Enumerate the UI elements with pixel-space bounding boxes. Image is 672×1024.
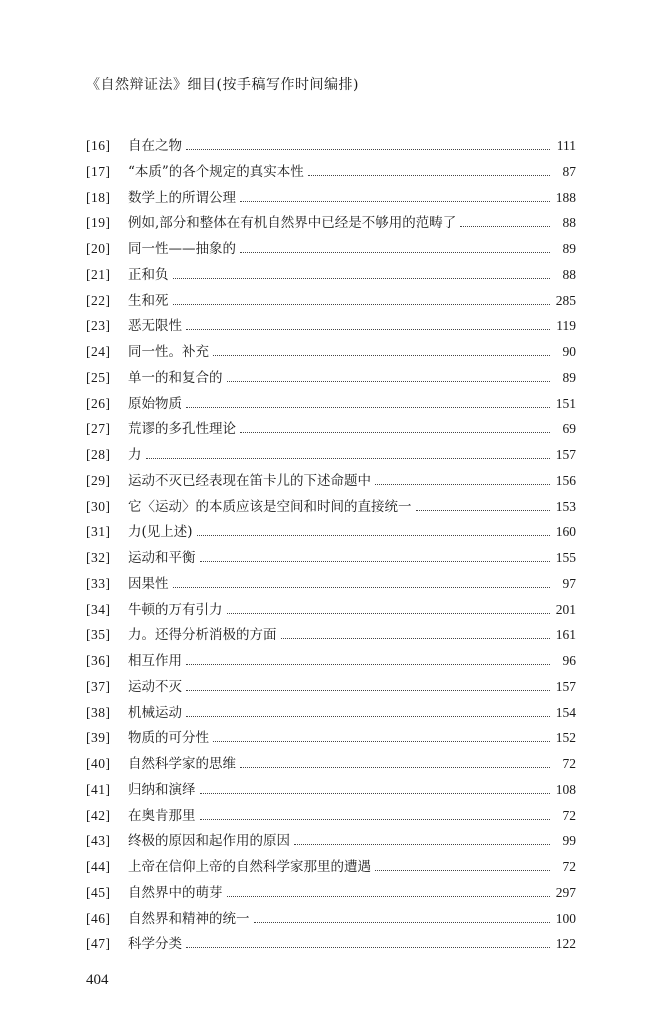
toc-leader-dots	[240, 200, 550, 202]
toc-entry-title: 自然科学家的思维	[128, 756, 236, 772]
toc-entry-title: 相互作用	[128, 653, 182, 669]
toc-entry	[86, 340, 576, 366]
toc-entry-page: 111	[556, 138, 576, 153]
toc-entry-title: 生和死	[128, 292, 169, 309]
toc-leader-dots	[186, 715, 550, 717]
toc-entry-number: [18]	[86, 189, 111, 205]
toc-leader-dots	[254, 921, 551, 923]
toc-entry-number: [44]	[86, 859, 111, 874]
toc-entry-page: 90	[562, 344, 576, 359]
toc-leader-dots	[460, 225, 550, 227]
toc-entry-number: [39]	[86, 730, 111, 746]
toc-entry	[86, 829, 576, 855]
toc-entry	[86, 134, 576, 160]
toc-entry-title: 恶无限性	[128, 318, 182, 335]
toc-entry	[86, 263, 576, 289]
toc-entry-number: [17]	[86, 163, 111, 179]
toc-leader-dots	[375, 483, 550, 485]
toc-leader-dots	[200, 792, 551, 794]
toc-entry-title: 科学分类	[128, 936, 182, 953]
toc-entry-title: 同一性——抽象的	[128, 241, 236, 257]
toc-entry	[86, 778, 576, 804]
toc-entry-title: 运动不灭已经表现在笛卡儿的下述命题中	[128, 472, 371, 489]
toc-leader-dots	[281, 637, 551, 639]
toc-entry-number: [43]	[86, 833, 111, 849]
toc-entry	[86, 237, 576, 263]
toc-entry-title: 荒谬的多孔性理论	[128, 421, 236, 438]
toc-entry-page: 161	[555, 627, 576, 643]
toc-leader-dots	[186, 663, 550, 665]
toc-leader-dots	[173, 303, 551, 305]
toc-entry-title: 例如,部分和整体在有机自然界中已经是不够用的范畴了	[128, 215, 457, 232]
toc-entry	[86, 881, 576, 907]
toc-leader-dots	[308, 174, 550, 176]
toc-entry-title: 单一的和复合的	[128, 369, 223, 386]
toc-entry	[86, 392, 576, 418]
toc-entry-title: 在奥肯那里	[128, 807, 196, 824]
toc-leader-dots	[200, 818, 551, 820]
toc-entry-page: 155	[555, 550, 576, 565]
toc-entry	[86, 417, 576, 443]
toc-entry-page: 285	[555, 292, 576, 308]
toc-entry-page: 72	[562, 756, 576, 771]
toc-entry-number: [20]	[86, 241, 111, 256]
toc-entry-page: 157	[555, 678, 576, 694]
toc-entry-title: 原始物质	[128, 395, 182, 412]
toc-entry-number: [37]	[86, 678, 111, 694]
toc-entry-page: 152	[555, 730, 576, 746]
toc-entry-page: 88	[562, 215, 576, 231]
toc-entry-title: 同一性。补充	[128, 344, 209, 360]
toc-entry-page: 160	[555, 524, 576, 540]
toc-entry-number: [29]	[86, 472, 111, 488]
toc-entry	[86, 932, 576, 958]
toc-leader-dots	[240, 251, 550, 253]
toc-entry-title: 力(见上述)	[128, 524, 193, 541]
toc-leader-dots	[240, 766, 550, 768]
toc-entry	[86, 623, 576, 649]
toc-entry	[86, 186, 576, 212]
toc-entry-number: [23]	[86, 318, 111, 334]
toc-entry-title: 正和负	[128, 266, 169, 283]
toc-entry-number: [41]	[86, 781, 111, 797]
toc-leader-dots	[146, 457, 551, 459]
toc-leader-dots	[186, 946, 550, 948]
toc-entry-title: 物质的可分性	[128, 730, 209, 747]
toc-leader-dots	[186, 148, 550, 150]
toc-entry	[86, 675, 576, 701]
toc-entry-page: 122	[555, 936, 576, 952]
toc-entry	[86, 804, 576, 830]
toc-entry-page: 89	[562, 369, 576, 385]
toc-entry-title: 因果性	[128, 575, 169, 592]
toc-entry-number: [40]	[86, 756, 111, 771]
toc-entry	[86, 314, 576, 340]
toc-entry-page: 72	[562, 807, 576, 823]
toc-entry-title: 数学上的所谓公理	[128, 189, 236, 206]
toc-entry	[86, 598, 576, 624]
toc-entry-page: 100	[555, 910, 576, 926]
toc-entry-title: 机械运动	[128, 704, 182, 721]
toc-entry	[86, 289, 576, 315]
toc-entry-number: [26]	[86, 395, 111, 411]
toc-entry	[86, 495, 576, 521]
toc-entry	[86, 469, 576, 495]
toc-entry-number: [35]	[86, 627, 111, 643]
page-number: 404	[86, 972, 109, 988]
toc-entry-number: [32]	[86, 550, 111, 565]
toc-leader-dots	[227, 895, 551, 897]
toc-leader-dots	[173, 277, 551, 279]
toc-entry-number: [21]	[86, 266, 111, 282]
toc-entry-number: [47]	[86, 936, 111, 952]
toc-leader-dots	[173, 586, 551, 588]
toc-leader-dots	[200, 560, 551, 562]
toc-entry	[86, 160, 576, 186]
running-header: 《自然辩证法》细目(按手稿写作时间编排)	[86, 77, 359, 93]
table-of-contents	[86, 134, 576, 958]
toc-entry	[86, 907, 576, 933]
toc-entry-page: 154	[555, 704, 576, 720]
toc-entry-number: [36]	[86, 653, 111, 668]
toc-entry-page: 97	[562, 575, 576, 591]
toc-entry	[86, 855, 576, 881]
toc-entry-title: 运动不灭	[128, 678, 182, 695]
toc-entry	[86, 520, 576, 546]
toc-entry-title: 终极的原因和起作用的原因	[128, 833, 290, 850]
toc-entry-number: [24]	[86, 344, 111, 359]
toc-entry-number: [46]	[86, 910, 111, 926]
toc-leader-dots	[416, 509, 551, 511]
toc-leader-dots	[294, 843, 550, 845]
toc-entry-number: [33]	[86, 575, 111, 591]
toc-entry-title: 力	[128, 447, 142, 463]
toc-entry-page: 88	[562, 266, 576, 282]
toc-entry-title: 运动和平衡	[128, 550, 196, 566]
toc-entry	[86, 572, 576, 598]
toc-entry-page: 99	[562, 833, 576, 849]
toc-entry-title: “本质”的各个规定的真实本性	[128, 163, 304, 180]
toc-entry-page: 157	[555, 447, 576, 462]
toc-entry	[86, 752, 576, 778]
toc-entry-number: [16]	[86, 138, 111, 153]
toc-entry-number: [31]	[86, 524, 111, 540]
toc-entry	[86, 649, 576, 675]
toc-entry-number: [45]	[86, 884, 111, 900]
toc-entry-number: [30]	[86, 498, 111, 514]
toc-entry-page: 89	[562, 241, 576, 256]
toc-entry-page: 119	[556, 318, 576, 334]
toc-leader-dots	[186, 406, 550, 408]
toc-entry-page: 151	[555, 395, 576, 411]
toc-entry	[86, 443, 576, 469]
toc-entry-title: 它〈运动〉的本质应该是空间和时间的直接统一	[128, 498, 412, 515]
toc-entry	[86, 366, 576, 392]
toc-leader-dots	[375, 869, 550, 871]
toc-entry-page: 108	[555, 781, 576, 797]
toc-entry-number: [38]	[86, 704, 111, 720]
toc-entry-number: [42]	[86, 807, 111, 823]
toc-entry-title: 牛顿的万有引力	[128, 601, 223, 618]
toc-entry	[86, 701, 576, 727]
toc-leader-dots	[213, 354, 550, 356]
toc-entry-page: 153	[555, 498, 576, 514]
toc-entry-number: [22]	[86, 292, 111, 308]
toc-leader-dots	[240, 431, 550, 433]
toc-entry-title: 归纳和演绎	[128, 781, 196, 798]
toc-leader-dots	[186, 328, 550, 330]
toc-leader-dots	[213, 740, 550, 742]
toc-entry	[86, 546, 576, 572]
toc-entry-number: [27]	[86, 421, 111, 437]
toc-entry-number: [34]	[86, 601, 111, 617]
toc-entry	[86, 211, 576, 237]
toc-entry-page: 69	[562, 421, 576, 437]
toc-leader-dots	[197, 534, 550, 536]
toc-leader-dots	[186, 689, 550, 691]
toc-entry-page: 201	[555, 601, 576, 617]
toc-entry-page: 87	[562, 163, 576, 179]
toc-leader-dots	[227, 612, 551, 614]
toc-entry-number: [19]	[86, 215, 111, 231]
toc-entry-page: 96	[562, 653, 576, 668]
toc-entry-number: [28]	[86, 447, 111, 462]
toc-entry-page: 72	[562, 859, 576, 874]
toc-leader-dots	[227, 380, 551, 382]
toc-entry-title: 力。还得分析消极的方面	[128, 627, 277, 644]
toc-entry-title: 自然界中的萌芽	[128, 884, 223, 901]
toc-entry-page: 156	[555, 472, 576, 488]
toc-entry-title: 上帝在信仰上帝的自然科学家那里的遭遇	[128, 859, 371, 875]
toc-entry-number: [25]	[86, 369, 111, 385]
toc-entry-page: 297	[555, 884, 576, 900]
toc-entry-title: 自然界和精神的统一	[128, 910, 250, 927]
toc-entry-title: 自在之物	[128, 138, 182, 154]
toc-entry-page: 188	[555, 189, 576, 205]
toc-entry	[86, 726, 576, 752]
